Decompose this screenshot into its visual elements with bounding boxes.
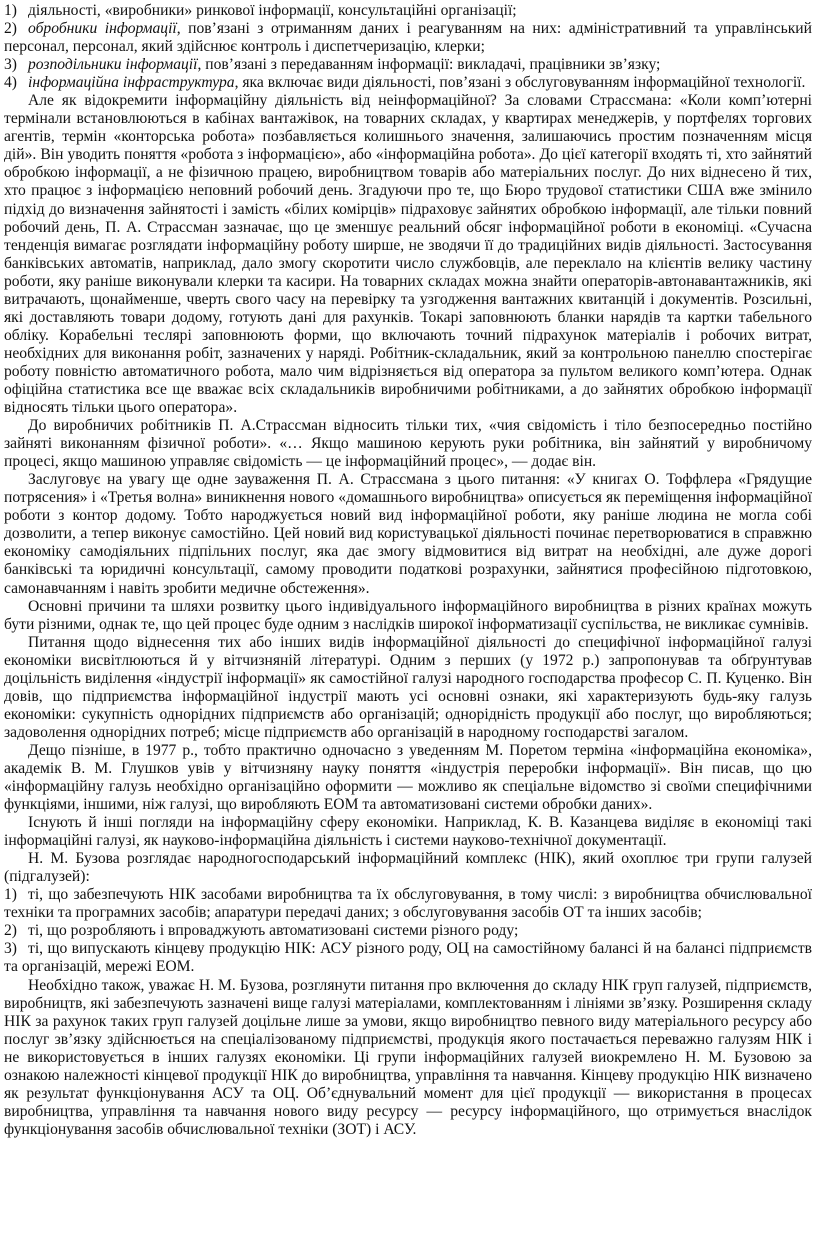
list-number: 3) — [4, 56, 17, 74]
list-number: 1) — [4, 2, 17, 19]
paragraph: Н. М. Бузова розглядає народногосподарський інформаційний комплекс (НІК), який охоплює три групи галузей (підгалузей): — [4, 850, 812, 886]
list-item-text: ті, що розробляють і впроваджують автоматизовані системи різного роду; — [28, 922, 519, 940]
list-number: 2) — [4, 922, 17, 940]
list-item-text: , яка включає види діяльності, пов’язані з обслуговуванням інформаційної технології. — [234, 74, 806, 92]
list-item — [4, 20, 812, 56]
list-number: 1) — [4, 886, 17, 904]
list-number: 3) — [4, 940, 17, 958]
paragraph: Заслуговує на увагу ще одне зауваження П. А. Страссмана з цього питання: «У книгах О. Тоффлера «Грядущие потрясения» і «Третья волна» виникнення нового «домашнього виробництва» описується як переміщення інформаційної роботи з контор додому. Тобто народжується новий вид інформаційної роботи, яку раніше людина не могла собі дозволити, а тепер виконує самостійно. Цей новий вид користувацької діяльності починає перетворюватися в справжню економіку самодіяльних підпільних послуг, яка дає змогу відмовитися від витрат на необхідні, але дуже дорогі банківські та юридичні консультації, самому проводити податкові розрахунки, зайнятися професійною підготовкою, самонавчанням і навіть зробити медичне обстеження». — [4, 471, 812, 597]
list-item-text: ті, що випускають кінцеву продукцію НІК: АСУ різного роду, ОЦ на самостійному балансі й на балансі підприємств та організацій, мережі ЕОМ. — [4, 940, 812, 976]
list-item-term: обробники інформації — [28, 20, 177, 38]
paragraph: Існують й інші погляди на інформаційну сферу економіки. Наприклад, К. В. Казанцева виділяє в економіці такі інформаційні галузі, як науково-інформаційна діяльність і системи науково-технічної документації. — [4, 814, 812, 850]
paragraph: До виробничих робітників П. А.Страссман відносить тільки тих, «чия свідомість і тіло безпосередньо постійно зайняті виконанням фізичної роботи». «… Якщо машиною керують руки робітника, він зайнятий у виробничому процесі, якщо машиною управляє свідомість — це інформаційний процес», — додає він. — [4, 417, 812, 471]
list-item — [4, 886, 812, 922]
list-item-term: розподільники інформації — [28, 56, 198, 74]
list-item-text: , пов’язані з отриманням даних і реагуванням на них: адміністративний та управлінський персонал, персонал, який здійснює контроль і диспетчеризацію, клерки; — [4, 20, 812, 56]
paragraph: Але як відокремити інформаційну діяльність від неінформаційної? За словами Страссмана: «Коли комп’ютерні термінали встановлюються в кабінах вантажівок, на товарних складах, у квартирах менеджерів, у портфелях торгових агентів, термін «конторська робота» позбавляється колишнього значення, залишаючись простим позначенням місця дій». Він уводить поняття «робота з інформацією», або «інформаційна робота». До цієї категорії входять ті, хто зайнятий обробкою інформації, а не фізичною працею, виробництвом товарів або матеріальних послуг. До них віднесено й тих, хто працює з інформацією неповний робочий день. Згадуючи про те, що Бюро трудової статистики США вже змінило підхід до визначення зайнятості і замість «білих комірців» підраховує зайнятих обробкою інформації, але тільки повний робочий день, П. А. Страссман зазначає, що це зменшує реальний обсяг інформаційної роботи в економіці. «Сучасна тенденція вимагає розглядати інформаційну роботу ширше, не зводячи її до традиційних видів діяльності. Застосування банківських автоматів, наприклад, дало змогу скоротити число службовців, але переклало на клієнтів велику частину роботи, яку раніше виконували клерки та касири. На товарних складах можна знайти операторів-автонавантажників, які витрачають, щонайменше, чверть свого часу на перевірку та узгодження вантажних квитанцій і документів. Розсильні, які доставляють товари додому, готують дані для рахунків. Токарі заповнюють бланки нарядів та картки табельного обліку. Корабельні теслярі заповнюють форми, що включають точний підрахунок матеріалів і робочих витрат, необхідних для виконання робіт, зазначених у наряді. Робітник-складальник, який за контрольною панеллю спостерігає роботу повністю автоматичного робота, мало чим відрізняється від оператора за пультом великого комп’ютера. Однак офіційна статистика все ще вважає всіх складальників виробничими робітниками, а до зайнятих обробкою інформації відносять тільки цього оператора». — [4, 92, 812, 417]
list-number: 2) — [4, 20, 17, 38]
list-item — [4, 56, 812, 74]
paragraph: Дещо пізніше, в 1977 р., тобто практично одночасно з уведенням М. Поретом терміна «інформаційна економіка», академік В. М. Глушков увів у вітчизняну науку поняття «індустрія переробки інформації». Він писав, що цю «інформаційну галузь необхідно організаційно оформити — можливо як спеціальне відомство зі своїми специфічними функціями, іншими, ніж галузі, що виробляють ЕОМ та автоматизовані системи обробки даних». — [4, 741, 812, 814]
list-item — [4, 2, 812, 20]
paragraph: Питання щодо віднесення тих або інших видів інформаційної діяльності до специфічної інформаційної галузі економіки висвітлюються й у вітчизняній літературі. Одним з перших (у 1972 р.) запропонував та обґрунтував доцільність виділення «індустрії інформації» як самостійної галузі народного господарства професор С. П. Куценко. Він довів, що підприємства інформаційної індустрії мають усі основні ознаки, які характеризують будь-яку галузь економіки: сукупність однорідних підприємств або організацій; однорідність продукції або послуг, що виробляються; задоволення однорідних потреб; місце підприємств або організацій в народному господарстві загалом. — [4, 633, 812, 741]
list-item — [4, 922, 812, 940]
list-item-term: інформаційна інфраструктура — [28, 74, 235, 92]
paragraph: Необхідно також, уважає Н. М. Бузова, розглянути питання про включення до складу НІК груп галузей, підприємств, виробництв, які забезпечують зазначені вище галузі матеріалами, комплектованням і лініями зв’язку. Розширення складу НІК за рахунок таких груп галузей доцільне лише за умови, якщо виробництво певного виду матеріального ресурсу або послуг зв’язку здійснюється на спеціалізованому підприємстві, продукція якого постачається переважно галузям НІК і не використовується в інших галузях економіки. Ці групи інформаційних галузей виокремлено Н. М. Бузовою за ознакою належності кінцевої продукції НІК до виробництва, управління та навчання. Кінцеву продукцію НІК визначено як результат функціонування АСУ та ОЦ. Об’єднувальний момент для цієї продукції — використання в процесах виробництва, управління та навчання нового виду ресурсу — ресурсу інформаційного, що отримується внаслідок функціонування засобів обчислювальної техніки (ЗОТ) і АСУ. — [4, 976, 812, 1138]
list-item-text: діяльності, «виробники» ринкової інформації, консультаційні організації; — [28, 2, 517, 19]
list-item — [4, 940, 812, 976]
list-item-text: , пов’язані з передаванням інформації: викладачі, працівники зв’язку; — [197, 56, 661, 74]
paragraph: Основні причини та шляхи розвитку цього індивідуального інформаційного виробництва в різних країнах можуть бути різними, однак те, що цей процес буде одним з наслідків широкої інформатизації суспільства, не викликає сумнівів. — [4, 597, 812, 633]
list-item — [4, 74, 812, 92]
list-number: 4) — [4, 74, 17, 92]
list-item-text: ті, що забезпечують НІК засобами виробництва та їх обслуговування, в тому числі: з виробництва обчислювальної техніки та програмних засобів; апаратури передачі даних; з обслуговування засобів ОТ та інших засобів; — [4, 886, 812, 922]
